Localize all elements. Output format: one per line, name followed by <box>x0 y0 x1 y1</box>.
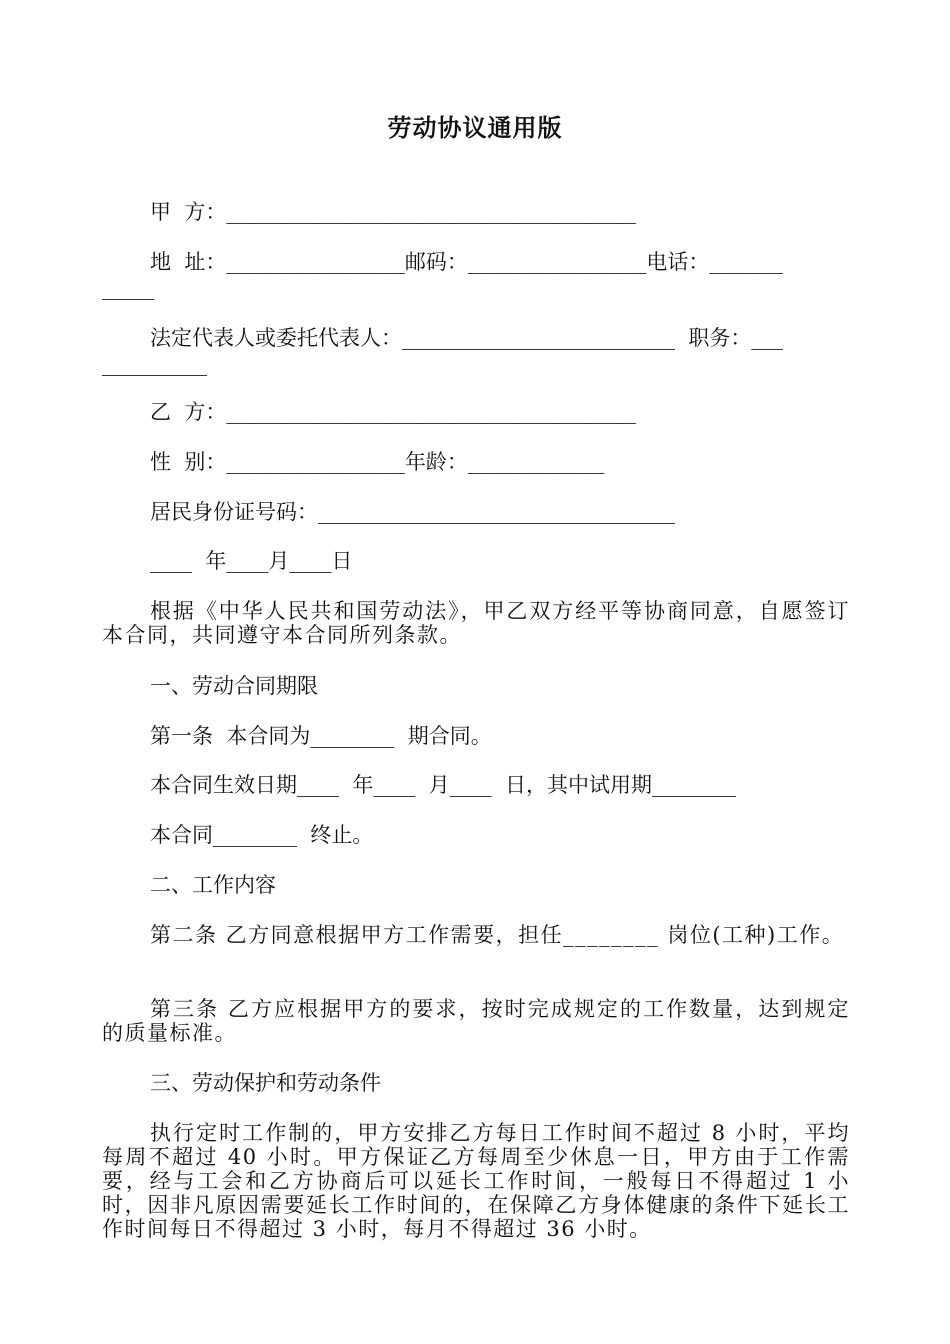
article-2: 第二条 乙方同意根据甲方工作需要，担任________ 岗位(工种)工作。 <box>150 923 845 947</box>
section-heading-protection: 三、劳动保护和劳动条件 <box>150 1071 381 1095</box>
address-field: 地 址：_________________邮码：_________________电话：_______ <box>150 250 783 274</box>
party-b-field: 乙 方：_______________________________________ <box>150 400 636 424</box>
working-hours-paragraph: 执行定时工作制的，甲方安排乙方每日工作时间不超过 8 小时，平均每周不超过 40 小时。甲方保证乙方每周至少休息一日，甲方由于工作需要，经与工会和乙方协商后可以延长工作时间，一般每日不得超过 1 小时，因非凡原因需要延长工作时间的，在保障乙方身体健康的条件下延长工作时间每日不得超过 3 小时，每月不得超过 36 小时。 <box>102 1121 850 1241</box>
intro-paragraph: 根据《中华人民共和国劳动法》，甲乙双方经平等协商同意，自愿签订本合同，共同遵守本合同所列条款。 <box>102 599 850 647</box>
section-heading-term: 一、劳动合同期限 <box>150 674 318 698</box>
article-1: 第一条 本合同为________ 期合同。 <box>150 724 492 748</box>
document-title: 劳动协议通用版 <box>387 114 563 142</box>
effective-date-line: 本合同生效日期____ 年____ 月____ 日，其中试用期________ <box>150 773 737 797</box>
representative-field: 法定代表人或委托代表人：__________________________ 职务：___ <box>150 326 783 350</box>
representative-field-continuation: __________ <box>102 352 207 376</box>
gender-age-field: 性 别：_________________年龄：_____________ <box>150 450 605 474</box>
section-heading-work: 二、工作内容 <box>150 873 276 897</box>
article-3: 第三条 乙方应根据甲方的要求，按时完成规定的工作数量，达到规定的质量标准。 <box>102 997 850 1045</box>
address-field-continuation: _____ <box>102 276 155 300</box>
termination-line: 本合同________ 终止。 <box>150 823 374 847</box>
date-field: ____ 年____月____日 <box>150 549 353 573</box>
party-a-field: 甲 方：_______________________________________ <box>150 200 636 224</box>
id-number-field: 居民身份证号码：__________________________________ <box>150 500 675 524</box>
